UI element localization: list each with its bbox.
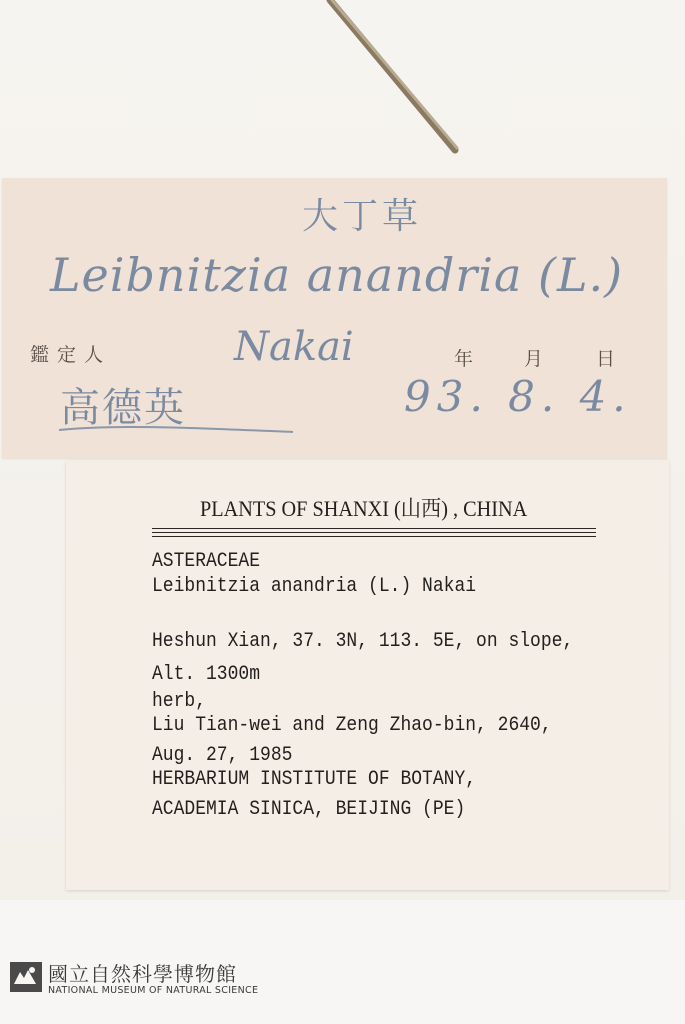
locality: Heshun Xian, 37. 3N, 113. 5E, on slope, — [152, 630, 574, 653]
museum-logo-icon — [10, 962, 42, 992]
museum-footer — [0, 900, 685, 1024]
determination-date: 93. 8. 4. — [404, 372, 632, 421]
collectors: Liu Tian-wei and Zeng Zhao-bin, 2640, — [152, 714, 552, 737]
museum-name-chinese: 國立自然科學博物館 — [48, 962, 237, 986]
title-rule-2 — [152, 532, 596, 533]
year-label: 年 — [454, 348, 474, 370]
title-rule-1 — [152, 528, 596, 529]
day-label: 日 — [596, 348, 616, 370]
signature-underline — [57, 410, 297, 440]
handwritten-scientific-name: Leibnitzia anandria (L.) — [50, 248, 624, 302]
family: ASTERACEAE — [152, 550, 261, 573]
specimen-label — [66, 460, 669, 890]
institution-line-2: ACADEMIA SINICA, BEIJING (PE) — [152, 798, 466, 821]
collection-date: Aug. 27, 1985 — [152, 744, 293, 767]
determination-slip — [2, 178, 667, 458]
plant-stem — [0, 0, 685, 180]
species: Leibnitzia anandria (L.) Nakai — [152, 575, 477, 598]
determiner-signature: 高德英 — [60, 385, 186, 431]
label-title: PLANTS OF SHANXI (山西) , CHINA — [200, 496, 528, 521]
determiner-label: 鑑定人 — [30, 344, 112, 366]
museum-name-english: NATIONAL MUSEUM OF NATURAL SCIENCE — [48, 985, 259, 996]
institution-line-1: HERBARIUM INSTITUTE OF BOTANY, — [152, 768, 477, 791]
altitude: Alt. 1300m — [152, 663, 261, 686]
month-label: 月 — [524, 348, 544, 370]
handwritten-chinese-name: 大丁草 — [302, 196, 423, 237]
title-rule-3 — [152, 536, 596, 537]
habit: herb, — [152, 690, 207, 713]
handwritten-author: Nakai — [234, 324, 354, 370]
